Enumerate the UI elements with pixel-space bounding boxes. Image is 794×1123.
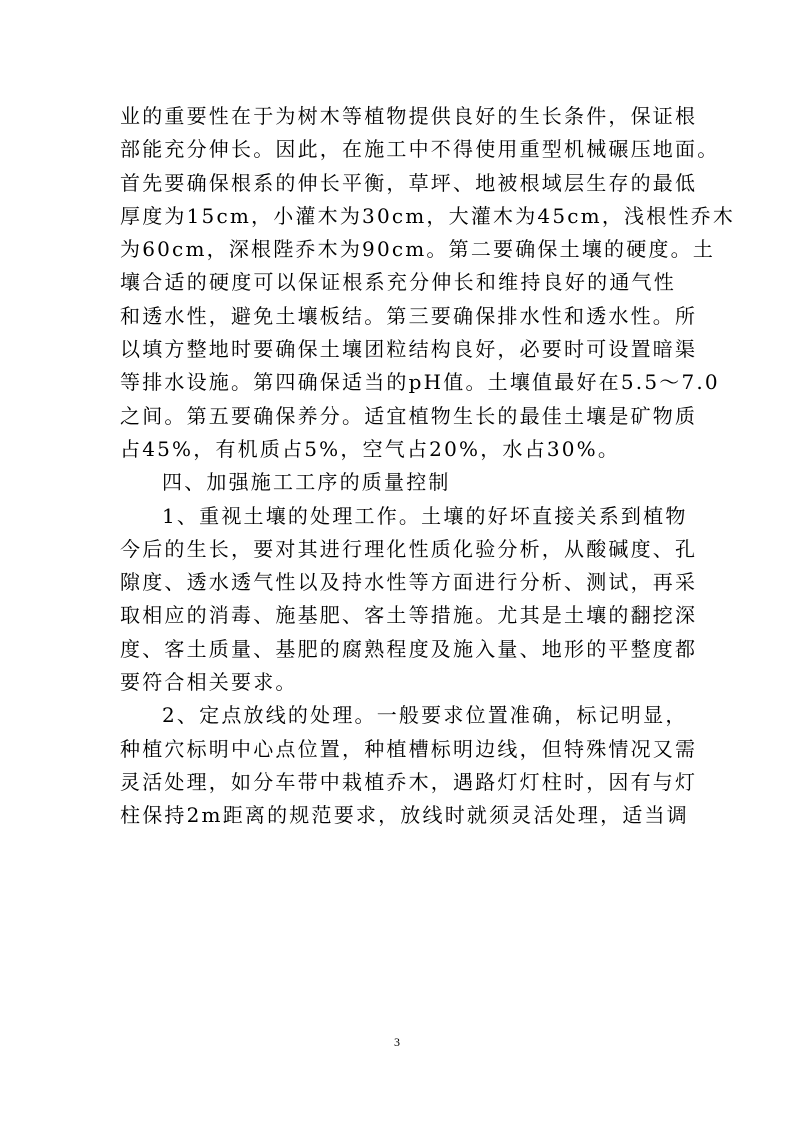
paragraph-line: 以填方整地时要确保土壤团粒结构良好，必要时可设置暗渠 <box>120 337 698 362</box>
paragraph-line: 等排水设施。第四确保适当的pH值。土壤值最好在5.5～7.0 <box>120 370 720 395</box>
paragraph-line: 今后的生长，要对其进行理化性质化验分析，从酸碱度、孔 <box>120 536 698 561</box>
paragraph-line: 和透水性，避免土壤板结。第三要确保排水性和透水性。所 <box>120 303 698 328</box>
paragraph-line: 厚度为15cm，小灌木为30cm，大灌木为45cm，浅根性乔木 <box>120 203 736 228</box>
document-body <box>120 100 736 833</box>
paragraph-line: 业的重要性在于为树木等植物提供良好的生长条件，保证根 <box>120 104 698 128</box>
paragraph-line: 灵活处理，如分车带中栽植乔木，遇路灯灯柱时，因有与灯 <box>120 769 698 794</box>
paragraph-line: 1、重视土壤的处理工作。土壤的好坏直接关系到植物 <box>162 503 688 528</box>
paragraph-line: 部能充分伸长。因此，在施工中不得使用重型机械碾压地面。 <box>120 137 720 162</box>
paragraph-line: 首先要确保根系的伸长平衡，草坪、地被根域层生存的最低 <box>120 170 698 195</box>
paragraph-line: 之间。第五要确保养分。适宜植物生长的最佳土壤是矿物质 <box>120 403 698 428</box>
paragraph-line: 种植穴标明中心点位置，种植槽标明边线，但特殊情况又需 <box>120 736 698 761</box>
paragraph-line: 2、定点放线的处理。一般要求位置准确，标记明显， <box>162 703 688 728</box>
paragraph-line: 占45%，有机质占5%，空气占20%，水占30%。 <box>120 436 621 461</box>
paragraph-line: 要符合相关要求。 <box>120 670 298 695</box>
page-number: 3 <box>394 1035 400 1049</box>
section-heading: 四、加强施工工序的质量控制 <box>162 470 451 495</box>
paragraph-line: 取相应的消毒、施基肥、客土等措施。尤其是土壤的翻挖深 <box>120 603 698 628</box>
paragraph-line: 隙度、透水透气性以及持水性等方面进行分析、测试，再采 <box>120 570 698 595</box>
paragraph-line: 柱保持2m距离的规范要求，放线时就须灵活处理，适当调 <box>120 803 689 828</box>
paragraph-line: 度、客土质量、基肥的腐熟程度及施入量、地形的平整度都 <box>120 636 698 661</box>
paragraph-line: 为60cm，深根陛乔木为90cm。第二要确保土壤的硬度。土 <box>120 237 716 262</box>
paragraph-line: 壤合适的硬度可以保证根系充分伸长和维持良好的通气性 <box>120 270 676 295</box>
